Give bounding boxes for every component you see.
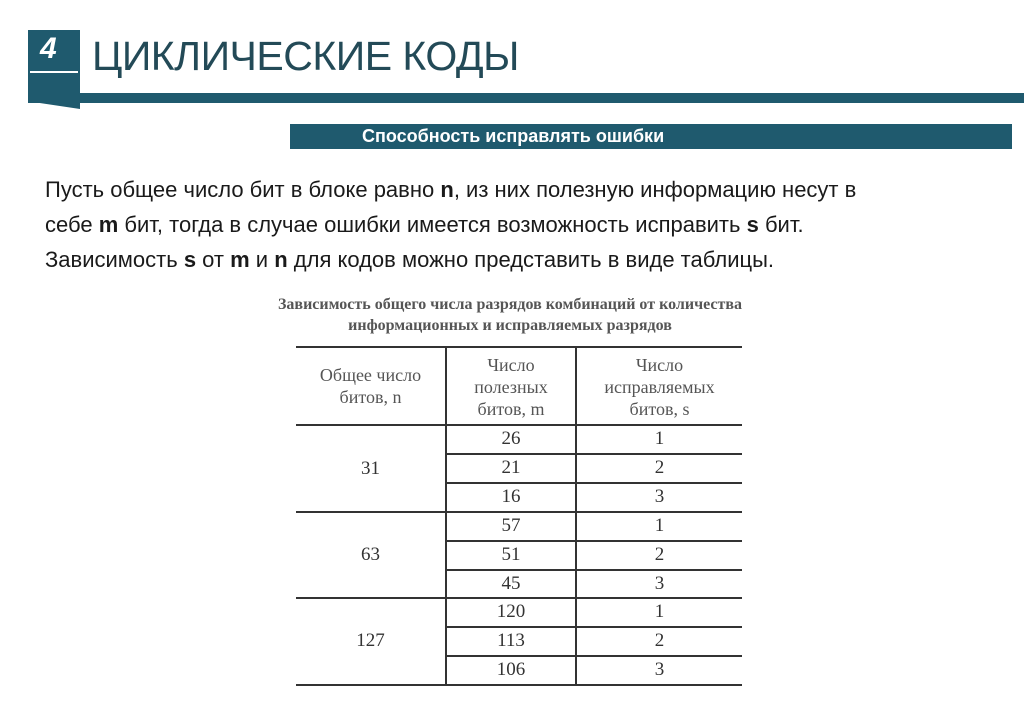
cell-s: 2 xyxy=(654,457,665,478)
cell-m: 45 xyxy=(501,573,521,594)
cell-s: 1 xyxy=(654,428,665,449)
cell-n: 127 xyxy=(356,630,385,651)
var-s: s xyxy=(746,212,759,237)
cell-s: 1 xyxy=(654,515,665,536)
badge-divider xyxy=(30,71,78,73)
table-top-rule xyxy=(296,346,742,348)
cell-s: 3 xyxy=(654,573,665,594)
header-rule xyxy=(28,93,1024,103)
var-s: s xyxy=(183,247,197,272)
para-line-1: Пусть общее число бит в блоке равно n, из них полезную информацию несут в xyxy=(45,177,857,202)
var-n: n xyxy=(440,177,454,202)
body-paragraph xyxy=(45,172,995,277)
data-table xyxy=(290,346,742,686)
cell-m: 26 xyxy=(501,428,521,449)
cell-m: 113 xyxy=(497,630,525,651)
header-m: Число полезных битов, m xyxy=(474,355,548,419)
cell-s: 1 xyxy=(654,601,665,622)
var-m: m xyxy=(98,212,119,237)
cell-m: 120 xyxy=(496,601,526,622)
table-bottom-rule xyxy=(296,684,742,686)
table-caption: Зависимость общего числа разрядов комбинаций от количества информационных и исправляемых разрядов xyxy=(277,296,742,334)
cell-m: 16 xyxy=(501,486,521,507)
cell-m: 51 xyxy=(501,544,521,565)
cell-m: 57 xyxy=(501,515,521,536)
cell-s: 2 xyxy=(654,544,665,565)
cell-s: 2 xyxy=(654,630,665,651)
subtitle-banner xyxy=(290,124,1012,149)
cell-n: 63 xyxy=(361,544,380,565)
slide-title: ЦИКЛИЧЕСКИЕ КОДЫ xyxy=(92,33,519,79)
cell-m: 21 xyxy=(501,457,521,478)
header-s: Число исправляемых битов, s xyxy=(604,355,715,419)
slide-number: 4 xyxy=(40,32,57,65)
cell-s: 3 xyxy=(654,486,665,507)
cell-s: 3 xyxy=(654,659,665,680)
para-line-3: Зависимость s от m и n для кодов можно представить в виде таблицы. xyxy=(45,247,775,272)
cell-m: 106 xyxy=(496,659,526,680)
var-m: m xyxy=(230,247,250,272)
subtitle-text: Способность исправлять ошибки xyxy=(362,126,665,146)
para-line-2: себе m бит, тогда в случае ошибки имеется возможность исправить s бит. xyxy=(45,212,804,237)
cell-n: 31 xyxy=(361,458,380,479)
header-n: Общее число битов, n xyxy=(319,365,422,407)
var-n: n xyxy=(274,247,288,272)
